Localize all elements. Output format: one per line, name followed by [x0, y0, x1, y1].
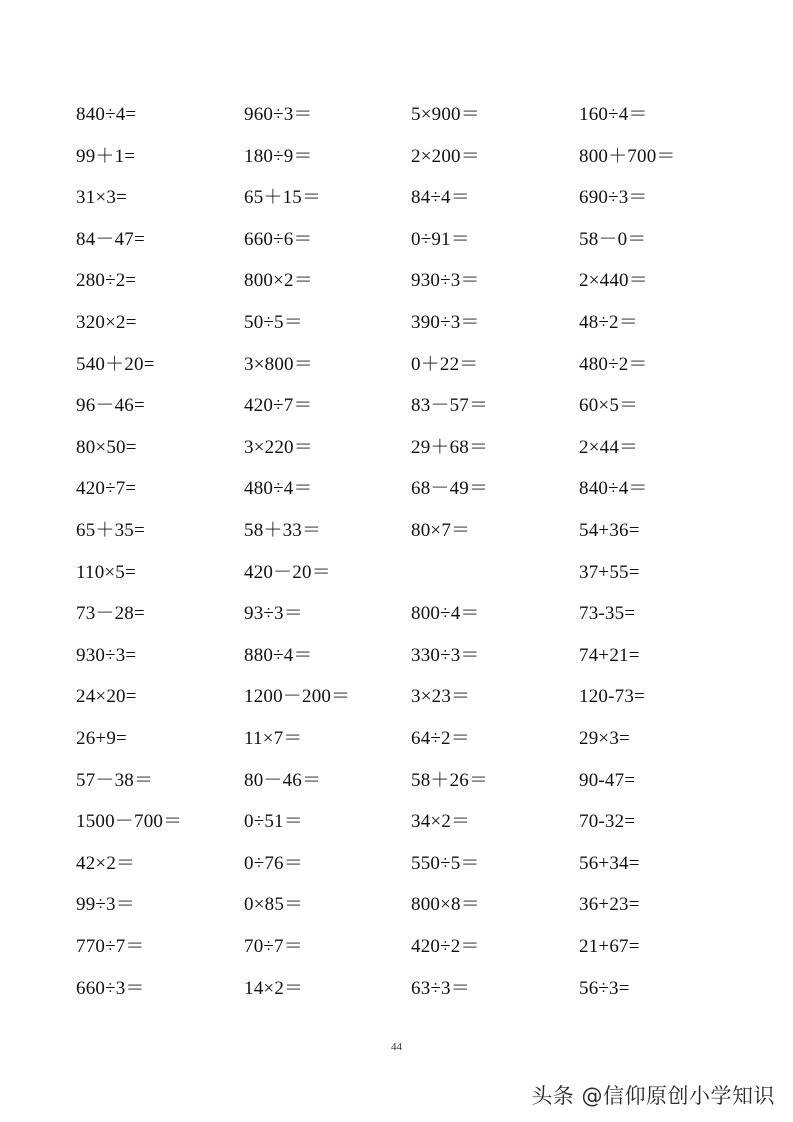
- arithmetic-problem: 0＋22＝: [411, 353, 479, 375]
- problem-row: [0, 474, 793, 504]
- arithmetic-problem: 770÷7＝: [76, 936, 145, 957]
- arithmetic-problem: 110×5=: [76, 561, 136, 583]
- arithmetic-problem: 3×800＝: [244, 353, 313, 375]
- arithmetic-problem: 800÷4＝: [411, 603, 480, 625]
- arithmetic-problem: 930÷3=: [76, 644, 137, 666]
- arithmetic-problem: 65＋35=: [76, 520, 145, 541]
- problem-row: [0, 100, 793, 130]
- arithmetic-problem: 90-47=: [579, 769, 636, 791]
- arithmetic-problem: 160÷4＝: [579, 104, 648, 125]
- arithmetic-problem: 800×2＝: [244, 270, 313, 292]
- arithmetic-problem: 99＋1=: [76, 145, 136, 167]
- arithmetic-problem: 1200－200＝: [244, 686, 351, 708]
- arithmetic-problem: 930÷3＝: [411, 270, 480, 292]
- arithmetic-problem: 0÷91＝: [411, 228, 470, 250]
- problem-row: [0, 849, 793, 879]
- arithmetic-problem: 99÷3＝: [76, 894, 135, 916]
- problem-row: [0, 724, 793, 754]
- problem-row: [0, 350, 793, 380]
- arithmetic-problem: 3×220＝: [244, 436, 313, 458]
- arithmetic-problem: 880÷4＝: [244, 644, 313, 666]
- arithmetic-problem: 420÷7=: [76, 478, 137, 500]
- arithmetic-problem: 83－57＝: [411, 395, 489, 417]
- arithmetic-problem: 80×7＝: [411, 520, 471, 541]
- arithmetic-problem: 29×3=: [579, 728, 630, 749]
- arithmetic-problem: 93÷3＝: [244, 603, 303, 625]
- arithmetic-problem: 3×23＝: [411, 686, 471, 708]
- arithmetic-problem: 0×85＝: [244, 894, 304, 916]
- problem-row: [0, 391, 793, 421]
- arithmetic-problem: 1500－700＝: [76, 811, 183, 833]
- arithmetic-problem: 64÷2＝: [411, 728, 470, 749]
- arithmetic-problem: 73-35=: [579, 603, 636, 625]
- arithmetic-problem: 50÷5＝: [244, 312, 303, 333]
- arithmetic-problem: 2×44＝: [579, 436, 639, 458]
- arithmetic-problem: 420÷2＝: [411, 936, 480, 957]
- arithmetic-problem: 56+34=: [579, 852, 640, 874]
- problem-row: [0, 142, 793, 172]
- arithmetic-problem: 68－49＝: [411, 478, 489, 500]
- arithmetic-problem: 540＋20=: [76, 353, 155, 375]
- arithmetic-problem: 24×20=: [76, 686, 137, 708]
- arithmetic-problem: 65＋15＝: [244, 187, 322, 209]
- arithmetic-problem: 2×200＝: [411, 145, 480, 167]
- arithmetic-problem: 330÷3＝: [411, 644, 480, 666]
- arithmetic-problem: 11×7＝: [244, 728, 303, 749]
- arithmetic-problem: 480÷4＝: [244, 478, 313, 500]
- arithmetic-problem: 96－46=: [76, 395, 145, 417]
- arithmetic-problem: 660÷3＝: [76, 977, 145, 999]
- arithmetic-problem: 80×50=: [76, 436, 137, 458]
- arithmetic-problem: 48÷2＝: [579, 312, 638, 333]
- arithmetic-problem: 660÷6＝: [244, 228, 313, 250]
- watermark-text: 头条 @信仰原创小学知识: [531, 1084, 775, 1108]
- arithmetic-problem: 58＋26＝: [411, 769, 489, 791]
- arithmetic-problem: 0÷76＝: [244, 852, 303, 874]
- arithmetic-problem: 57－38＝: [76, 769, 154, 791]
- problem-row: [0, 766, 793, 796]
- arithmetic-problem: 550÷5＝: [411, 852, 480, 874]
- problem-row: [0, 599, 793, 629]
- arithmetic-problem: 60×5＝: [579, 395, 639, 417]
- arithmetic-problem: 120-73=: [579, 686, 645, 708]
- arithmetic-problem: 63÷3＝: [411, 977, 470, 999]
- problem-row: [0, 974, 793, 1004]
- arithmetic-problem: 320×2=: [76, 312, 137, 333]
- arithmetic-problem: 2×440＝: [579, 270, 648, 292]
- arithmetic-problem: 74+21=: [579, 644, 640, 666]
- problem-row: [0, 433, 793, 463]
- arithmetic-problem: 26+9=: [76, 728, 127, 749]
- problem-row: [0, 807, 793, 837]
- arithmetic-problem: 840÷4=: [76, 104, 137, 125]
- arithmetic-problem: 54+36=: [579, 520, 640, 541]
- arithmetic-problem: 180÷9＝: [244, 145, 313, 167]
- arithmetic-problem: 36+23=: [579, 894, 640, 916]
- arithmetic-problem: 34×2＝: [411, 811, 471, 833]
- arithmetic-problem: 58－0＝: [579, 228, 647, 250]
- arithmetic-problem: 58＋33＝: [244, 520, 322, 541]
- arithmetic-problem: 84－47=: [76, 228, 145, 250]
- problem-row: [0, 641, 793, 671]
- arithmetic-problem: 70-32=: [579, 811, 636, 833]
- problem-row: [0, 183, 793, 213]
- problem-row: [0, 225, 793, 255]
- problem-row: [0, 516, 793, 546]
- arithmetic-problem: 800＋700＝: [579, 145, 676, 167]
- arithmetic-problem: 390÷3＝: [411, 312, 480, 333]
- arithmetic-problem: 690÷3＝: [579, 187, 648, 209]
- arithmetic-problem: 42×2＝: [76, 852, 136, 874]
- arithmetic-problem: 280÷2=: [76, 270, 137, 292]
- arithmetic-problem: 840÷4＝: [579, 478, 648, 500]
- arithmetic-problem: 800×8＝: [411, 894, 480, 916]
- arithmetic-problem: 73－28=: [76, 603, 145, 625]
- arithmetic-problem: 31×3=: [76, 187, 127, 209]
- arithmetic-problem: 480÷2＝: [579, 353, 648, 375]
- arithmetic-problem: 960÷3＝: [244, 104, 313, 125]
- problem-row: [0, 266, 793, 296]
- arithmetic-problem: 5×900＝: [411, 104, 480, 125]
- problem-row: [0, 682, 793, 712]
- arithmetic-problem: 29＋68＝: [411, 436, 489, 458]
- problem-row: [0, 558, 793, 588]
- arithmetic-problem: 37+55=: [579, 561, 640, 583]
- arithmetic-problem: 84÷4＝: [411, 187, 470, 209]
- arithmetic-problem: 0÷51＝: [244, 811, 303, 833]
- problem-row: [0, 932, 793, 962]
- arithmetic-problem: 80－46＝: [244, 769, 322, 791]
- arithmetic-problem: 14×2＝: [244, 977, 304, 999]
- problem-row: [0, 308, 793, 338]
- arithmetic-problem: 420－20＝: [244, 561, 331, 583]
- arithmetic-problem: 56÷3=: [579, 977, 630, 999]
- arithmetic-problem: 70÷7＝: [244, 936, 303, 957]
- arithmetic-problem: 420÷7＝: [244, 395, 313, 417]
- arithmetic-problem: 21+67=: [579, 936, 640, 957]
- page-number: 44: [391, 1041, 402, 1053]
- problem-row: [0, 890, 793, 920]
